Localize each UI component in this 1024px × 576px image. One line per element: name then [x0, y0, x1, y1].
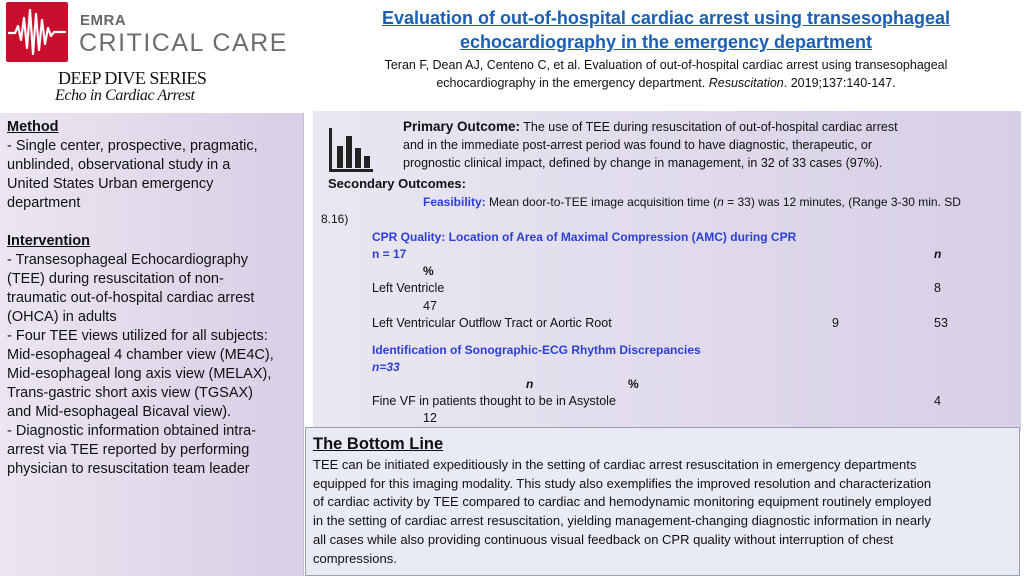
rhythm-col-n: n: [526, 377, 534, 391]
logo-org: EMRA: [80, 12, 127, 29]
intervention-line: - Diagnostic information obtained intra-: [7, 423, 257, 439]
cpr-row-label: Left Ventricular Outflow Tract or Aortic Root: [372, 316, 612, 330]
primary-outcome-label: Primary Outcome:: [403, 119, 521, 134]
series-title: DEEP DIVE SERIES: [58, 68, 207, 88]
intervention-line: and Mid-esophageal Bicaval view).: [7, 404, 232, 420]
intervention-line: traumatic out-of-hospital cardiac arrest: [7, 290, 255, 306]
intervention-line: Mid-esophageal 4 chamber view (ME4C),: [7, 347, 274, 363]
cpr-n-label: n = 17: [372, 247, 407, 261]
method-heading: Method: [7, 119, 59, 135]
intervention-line: (OHCA) in adults: [7, 309, 117, 325]
intervention-line: - Four TEE views utilized for all subjects:: [7, 328, 268, 344]
cpr-row-pct: 53: [934, 316, 948, 330]
cpr-row-label: Left Ventricle: [372, 281, 445, 295]
bottom-line-panel: [305, 427, 1020, 576]
rhythm-row-n: 4: [934, 394, 941, 408]
emra-logo: [6, 2, 296, 64]
rhythm-n-label: n=33: [372, 360, 400, 374]
bottom-line-text: TEE can be initiated expeditiously in the setting of cardiac arrest resuscitation in emergency departments: [313, 457, 917, 472]
citation-line-1: Teran F, Dean AJ, Centeno C, et al. Evaluation of out-of-hospital cardiac arrest using transesophageal: [384, 58, 948, 72]
cpr-col-pct: %: [423, 264, 434, 278]
results-panel: [313, 111, 1021, 431]
methods-panel: [0, 113, 304, 576]
bottom-line-text: in the setting of cardiac arrest resuscitation, yielding management-changing diagnostic information in nearly: [313, 513, 931, 529]
primary-outcome-line-2: and in the immediate post-arrest period was found to have diagnostic, therapeutic, or: [403, 138, 873, 152]
feasibility-n: n: [717, 195, 724, 209]
bottom-line-text: equipped for this imaging modality. This study also exemplifies the improved resolution and characterization: [313, 475, 932, 491]
citation-journal: Resuscitation: [708, 76, 784, 90]
intervention-heading: Intervention: [7, 233, 90, 249]
cpr-row-pct: 47: [423, 299, 437, 313]
heartbeat-logo-icon: [6, 2, 68, 62]
title-line-1: Evaluation of out-of-hospital cardiac arrest using transesophageal: [381, 8, 951, 28]
rhythm-discrepancy-title: Identification of Sonographic-ECG Rhythm Discrepancies: [372, 343, 701, 357]
rhythm-row-label: Fine VF in patients thought to be in Asystole: [372, 394, 616, 408]
rhythm-col-pct: %: [628, 377, 639, 391]
cpr-col-n: n: [934, 247, 942, 261]
title-line-2: echocardiography in the emergency department: [459, 32, 873, 52]
bottom-line-title: The Bottom Line: [313, 435, 444, 453]
bottom-line-text: of cardiac activity by TEE compared to cardiac and hemodynamic monitoring equipment routinely employed: [313, 494, 932, 510]
rhythm-row-pct: 12: [423, 411, 437, 425]
primary-outcome-line-1: [403, 119, 898, 134]
intervention-line: Mid-esophageal long axis view (MELAX),: [7, 366, 272, 382]
intervention-line: arrest via TEE reported by performing: [7, 442, 250, 458]
bar-chart-icon: [327, 126, 375, 174]
cpr-row-n: 9: [832, 316, 839, 330]
bottom-line-text: all cases while also providing continuous visual feedback on CPR quality without interruption of chest: [313, 531, 894, 547]
cpr-row-n: 8: [934, 281, 941, 295]
primary-outcome-text: The use of TEE during resuscitation of out-of-hospital cardiac arrest: [523, 120, 898, 134]
method-line: department: [7, 195, 81, 211]
citation-line-2: echocardiography in the emergency department.: [436, 76, 706, 90]
intervention-line: (TEE) during resuscitation of non-: [7, 271, 224, 287]
secondary-outcomes-label: Secondary Outcomes:: [328, 176, 466, 191]
feasibility-text-post: = 33) was 12 minutes, (Range 3-30 min. SD: [727, 195, 961, 209]
feasibility-line: [423, 195, 961, 209]
citation: [318, 56, 1014, 92]
feasibility-label: Feasibility:: [423, 195, 486, 209]
feasibility-continuation: 8.16): [321, 212, 349, 226]
page-title: [318, 6, 1014, 54]
intervention-line: Trans-gastric short axis view (TGSAX): [7, 385, 254, 401]
method-line: United States Urban emergency: [7, 176, 214, 192]
primary-outcome-line-3: prognostic clinical impact, defined by change in management, in 32 of 33 cases (97%).: [403, 156, 883, 170]
bottom-line-text: compressions.: [313, 550, 397, 566]
method-line: - Single center, prospective, pragmatic,: [7, 138, 258, 154]
citation-volume: . 2019;137:140-147.: [783, 76, 896, 90]
series-subtitle: Echo in Cardiac Arrest: [55, 87, 195, 104]
cpr-quality-title: CPR Quality: Location of Area of Maximal Compression (AMC) during CPR: [372, 230, 797, 244]
logo-name: CRITICAL CARE: [79, 29, 288, 57]
method-line: unblinded, observational study in a: [7, 157, 231, 173]
intervention-line: physician to resuscitation team leader: [7, 461, 250, 477]
feasibility-text-pre: Mean door-to-TEE image acquisition time (: [489, 195, 718, 209]
intervention-line: - Transesophageal Echocardiography: [7, 252, 249, 268]
